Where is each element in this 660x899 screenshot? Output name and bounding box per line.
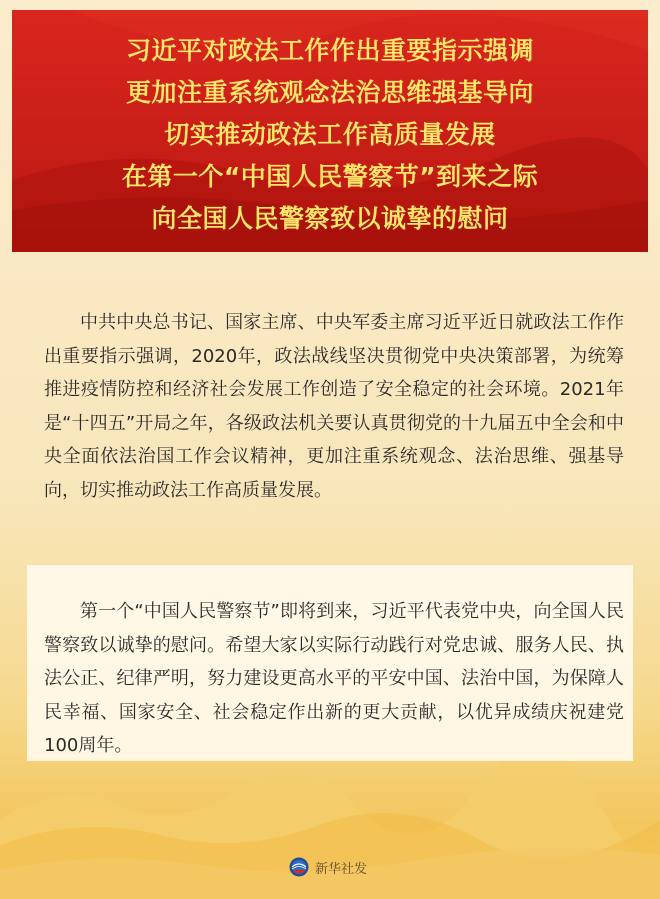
- headline-line-2: 更加注重系统观念法治思维强基导向: [125, 78, 534, 107]
- source-logo: [289, 857, 367, 877]
- header-banner: [12, 10, 648, 252]
- highlight-box: [27, 565, 633, 761]
- logo-text: 新华社发: [315, 861, 368, 877]
- headline: [12, 10, 648, 240]
- headline-line-1: 习近平对政法工作作出重要指示强调: [125, 36, 534, 65]
- headline-line-4: 在第一个“中国人民警察节”到来之际: [121, 162, 539, 191]
- headline-line-3: 切实推动政法工作高质量发展: [164, 120, 496, 149]
- body-paragraph-2: 第一个“中国人民警察节”即将到来，习近平代表党中央，向全国人民警察致以诚挚的慰问。希望大家以实际行动践行对党忠诚、服务人民、执法公正、纪律严明，努力建设更高水平的平安中国、法治中国，为保障人民幸福、国家安全、社会稳定作出新的更大贡献，以优异成绩庆祝建党100周年。: [44, 601, 624, 756]
- xinhua-globe-icon: [289, 857, 309, 877]
- background-mountains: [0, 760, 660, 899]
- body-paragraph-1: 中共中央总书记、国家主席、中央军委主席习近平近日就政法工作作出重要指示强调，2020年，政法战线坚决贯彻党中央决策部署，为统筹推进疫情防控和经济社会发展工作创造了安全稳定的社会环境。2021年是“十四五”开局之年，各级政法机关要认真贯彻党的十九届五中全会和中央全面依法治国工作会议精神，更加注重系统观念、法治思维、强基导向，切实推动政法工作高质量发展。: [44, 312, 624, 501]
- headline-line-5: 向全国人民警察致以诚挚的慰问: [151, 204, 509, 233]
